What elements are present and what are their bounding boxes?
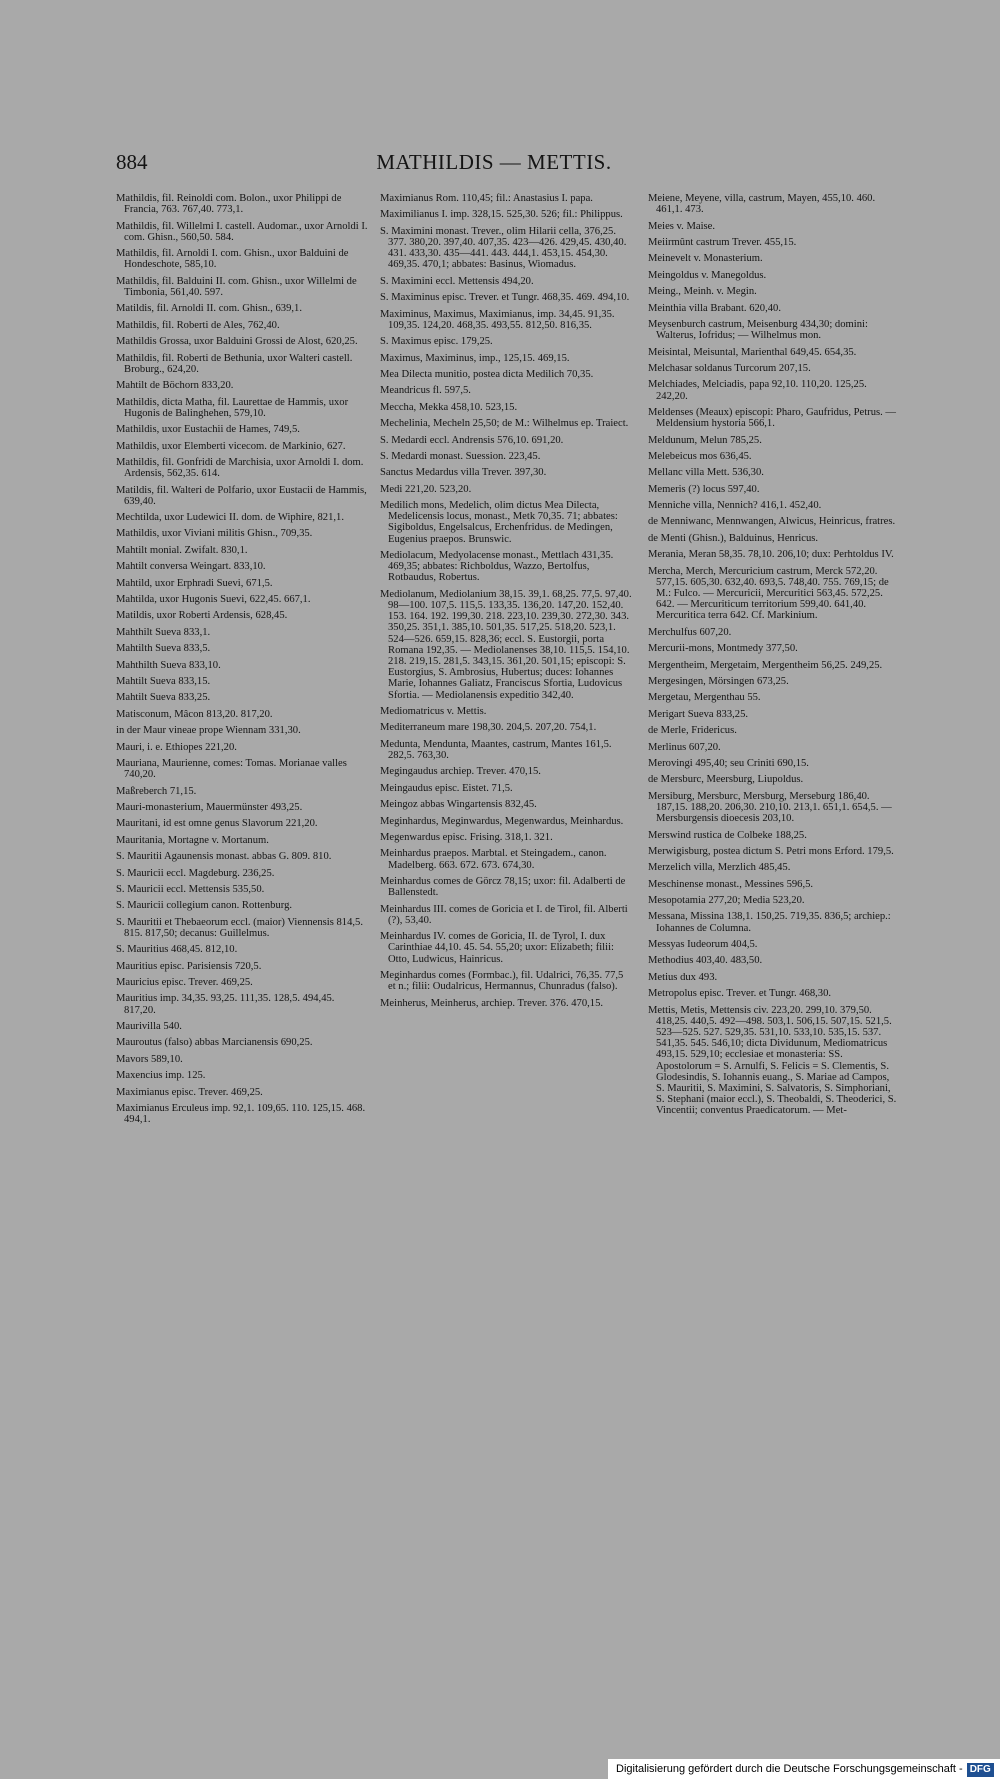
index-entry: S. Maximus episc. 179,25. <box>380 336 493 348</box>
index-entry: Matildis, fil. Walteri de Polfario, uxor Eustacii de Hammis, 639,40. <box>116 484 367 507</box>
index-entry: Mathildis, dicta Matha, fil. Laurettae de Hammis, uxor Hugonis de Balinghehen, 579,10. <box>116 396 349 419</box>
index-entry: Meschinense monast., Messines 596,5. <box>648 878 814 890</box>
index-entry: Meginhardus, Meginwardus, Megenwardus, Meinhardus. <box>380 815 624 827</box>
index-entry: Mathildis, uxor Eustachii de Hames, 749,5. <box>116 424 300 436</box>
index-entry: Matisconum, Mâcon 813,20. 817,20. <box>116 708 273 720</box>
index-entry: Mathildis Grossa, uxor Balduini Grossi de Alost, 620,25. <box>116 336 358 348</box>
index-entry: Mathildis, fil. Balduini II. com. Ghisn., uxor Willelmi de Timbonia, 561,40. 597. <box>116 275 357 298</box>
index-entry: Messana, Missina 138,1. 150,25. 719,35. 836,5; archiep.: Iohannes de Columna. <box>648 911 891 934</box>
index-entry: Mergetau, Mergenthau 55. <box>648 692 761 704</box>
index-entry: Meysenburch castrum, Meisenburg 434,30; domini: Walterus, Iofridus; — Wilhelmus mon. <box>648 318 868 342</box>
index-entry: S. Mauritii et Thebaeorum eccl. (maior) Viennensis 814,5. 815. 817,50; decanus: Guillelmus. <box>116 916 363 939</box>
index-entry: Methodius 403,40. 483,50. <box>648 955 763 967</box>
index-entry: Mea Dilecta munitio, postea dicta Medilich 70,35. <box>380 368 594 380</box>
index-entry: Meinherus, Meinherus, archiep. Trever. 376. 470,15. <box>380 997 604 1009</box>
index-entry: Maximinus, Maximus, Maximianus, imp. 34,45. 91,35. 109,35. 124,20. 468,35. 493,55. 812,50. 816,35. <box>380 308 615 331</box>
index-entry: Mathildis, fil. Gonfridi de Marchisia, uxor Arnoldi I. dom. Ardensis, 562,35. 614. <box>116 456 364 480</box>
index-entry: Mathildis, fil. Roberti de Bethunia, uxor Walteri castell. Broburg., 624,20. <box>116 352 353 375</box>
index-entry: Mauricius episc. Trever. 469,25. <box>116 977 253 989</box>
index-entry: Mahtilt conversa Weingart. 833,10. <box>116 561 266 573</box>
index-entry: Mediomatricus v. Mettis. <box>380 706 487 718</box>
index-entry: Merigart Sueva 833,25. <box>648 708 749 720</box>
dfg-logo: DFG <box>967 1763 994 1777</box>
index-entry: Merwigisburg, postea dictum S. Petri mons Erford. 179,5. <box>648 845 894 857</box>
index-entry: S. Medardi eccl. Andrensis 576,10. 691,20. <box>380 434 564 446</box>
index-entry: de Menniwanc, Mennwangen, Alwicus, Heinricus, fratres. <box>648 516 896 528</box>
index-entry: Maximianus episc. Trever. 469,25. <box>116 1086 263 1098</box>
index-entry: Mechelinia, Mecheln 25,50; de M.: Wilhelmus ep. Traiect. <box>380 418 629 430</box>
index-entry: Mellanc villa Mett. 536,30. <box>648 467 764 479</box>
index-entry: Mediterraneum mare 198,30. 204,5. 207,20. 754,1. <box>380 722 597 734</box>
index-entry: Memeris (?) locus 597,40. <box>648 483 760 495</box>
index-entry: Meiene, Meyene, villa, castrum, Mayen, 455,10. 460. 461,1. 473. <box>648 193 876 216</box>
index-entry: Mauri-monasterium, Mauermünster 493,25. <box>116 801 303 813</box>
index-entry: Merchulfus 607,20. <box>648 626 732 638</box>
page-number: 884 <box>116 150 148 174</box>
index-entry: Mergesingen, Mörsingen 673,25. <box>648 676 789 687</box>
index-entry: Mersiburg, Mersburc, Mersburg, Merseburg 186,40. 187,15. 188,20. 206,30. 210,10. 213,1. 651,1. 654,5. — Mersburgensis dioecesis 203,10. <box>648 790 892 825</box>
index-entry: Meingoz abbas Wingartensis 832,45. <box>380 799 537 811</box>
index-entry: Maßreberch 71,15. <box>116 785 197 797</box>
index-entry: Mahtilt de Böchorn 833,20. <box>116 380 234 392</box>
index-entry: Merovingi 495,40; seu Criniti 690,15. <box>648 757 809 769</box>
index-entry: S. Mauricii eccl. Mettensis 535,50. <box>116 883 265 895</box>
index-entry: Mauriana, Maurienne, comes: Tomas. Morianae valles 740,20. <box>116 757 347 781</box>
index-entry: Mahtild, uxor Erphradi Suevi, 671,5. <box>116 577 273 589</box>
index-entry: Menniche villa, Nennich? 416,1. 452,40. <box>648 500 822 512</box>
index-entry: Meldunum, Melun 785,25. <box>648 434 762 446</box>
index-entry: Mathildis, uxor Viviani militis Ghisn., 709,35. <box>116 528 313 540</box>
running-head: MATHILDIS — METTIS. <box>376 150 612 174</box>
index-entry: Mediolacum, Medyolacense monast., Mettlach 431,35. 469,35; abbates: Richboldus, Wazzo, Bertolfus, Rotbaudus, Robertus. <box>380 550 614 584</box>
index-entry: Mauritania, Mortagne v. Mortanum. <box>116 834 269 846</box>
index-entry: Mauritani, id est omne genus Slavorum 221,20. <box>116 818 318 830</box>
index-entry: Messyas Iudeorum 404,5. <box>648 939 758 951</box>
index-entry: Merania, Meran 58,35. 78,10. 206,10; dux: Perhtoldus IV. <box>648 549 894 561</box>
index-entry: de Mersburc, Meersburg, Liupoldus. <box>648 774 804 786</box>
index-entry: S. Maximini eccl. Mettensis 494,20. <box>380 275 534 287</box>
index-entry: S. Maximini monast. Trever., olim Hilarii cella, 376,25. 377. 380,20. 397,40. 407,35. 423—426. 429,45. 430,40. 431. 433,30. 435—441. 443. 444,1. 453,15. 454,30. 469,35. 470,1; abbates: Basinus, Wiomadus. <box>380 225 627 271</box>
index-entry: Megingaudus archiep. Trever. 470,15. <box>380 766 541 778</box>
index-entry: Meingaudus episc. Eistet. 71,5. <box>380 782 513 794</box>
index-entry: Meies v. Maise. <box>648 220 715 232</box>
index-entry: Meccha, Mekka 458,10. 523,15. <box>380 401 518 413</box>
index-entry: Mahtilt monial. Zwifalt. 830,1. <box>116 544 248 556</box>
index-entry: de Menti (Ghisn.), Balduinus, Henricus. <box>648 532 819 544</box>
index-entry: Melchasar soldanus Turcorum 207,15. <box>648 362 811 374</box>
credit-text: Digitalisierung gefördert durch die Deutsche Forschungsgemeinschaft - <box>616 1763 963 1775</box>
index-entry: Maximilianus I. imp. 328,15. 525,30. 526; fil.: Philippus. <box>380 209 623 221</box>
index-entry: Meandricus fl. 597,5. <box>380 385 471 397</box>
index-entry: Mathildis, fil. Arnoldi I. com. Ghisn., uxor Balduini de Hondeschote, 585,10. <box>116 248 349 271</box>
index-entry: Mathildis, fil. Reinoldi com. Bolon., uxor Philippi de Francia, 763. 767,40. 773,1. <box>116 193 342 216</box>
index-entry: Meinhardus praepos. Marbtal. et Steingadem., canon. Madelberg. 663. 672. 673. 674,30. <box>380 848 607 871</box>
digitization-credit <box>608 1759 1000 1779</box>
index-entry: Merzelich villa, Merzlich 485,45. <box>648 862 791 874</box>
index-entry: Mahtilt Sueva 833,25. <box>116 692 211 704</box>
index-entry: Meiirmûnt castrum Trever. 455,15. <box>648 236 797 248</box>
index-entry: S. Medardi monast. Suession. 223,45. <box>380 450 541 462</box>
index-entry: Mathildis, fil. Willelmi I. castell. Audomar., uxor Arnoldi I. com. Ghisn., 560,50. 584. <box>116 220 368 243</box>
index-entry: Mechtilda, uxor Ludewici II. dom. de Wiphire, 821,1. <box>116 512 344 524</box>
index-entry: de Merle, Fridericus. <box>648 725 737 737</box>
index-entry: Maximianus Erculeus imp. 92,1. 109,65. 110. 125,15. 468. 494,1. <box>116 1102 366 1126</box>
index-entry: Melebeicus mos 636,45. <box>648 450 752 462</box>
index-entry: Mahthilth Sueva 833,10. <box>116 659 221 671</box>
index-entry: Maxencius imp. 125. <box>116 1070 206 1082</box>
index-entry: Mathildis, uxor Elemberti vicecom. de Markinio, 627. <box>116 440 346 452</box>
index-entry: Meinhardus III. comes de Goricia et I. de Tirol, fil. Alberti (?), 53,40. <box>380 903 628 926</box>
index-entry: Mauritius episc. Parisiensis 720,5. <box>116 960 262 972</box>
index-entry: S. Mauritii Agaunensis monast. abbas G. 809. 810. <box>116 851 332 863</box>
index-entry: Mercurii-mons, Montmedy 377,50. <box>648 643 798 655</box>
index-entry: Meinhardus comes de Görcz 78,15; uxor: fil. Adalberti de Ballenstedt. <box>380 876 626 899</box>
index-entry: Medunta, Mendunta, Maantes, castrum, Mantes 161,5. 282,5. 763,30. <box>380 738 612 762</box>
index-entry: S. Mauritius 468,45. 812,10. <box>116 944 238 956</box>
index-entry: Mediolanum, Mediolanium 38,15. 39,1. 68,25. 77,5. 97,40. 98—100. 107,5. 115,5. 133,35. 136,20. 147,20. 152,40. 153. 164. 192. 199,30. 218. 223,10. 239,30. 272,30. 343. 350,25. 351,1. 385,10. 501,35. 517,25. 518,20. 523,1. 524—526. 659,15. 828,36; eccl. S. Eustorgii, porta Romana 192,35. — Mediolanenses 38,10. 115,5. 154,10. 218. 219,15. 281,5. 343,15. 361,20. 501,15; episcopi: S. Eustorgius, S. Ambrosius, Hubertus; duces: Iohannes Marie, Iohannes Galiatz, Franciscus Sfortia, Ludovicus Sfortia. — Mediolanensis expeditio 342,40. <box>380 588 632 701</box>
index-entry: Medilich mons, Medelich, olim dictus Mea Dilecta, Medelicensis locus, monast., Metk 70,35. 71; abbates: Sigiboldus, Engelsalcus, Erchenfridus. de Medingen, Eugenius praepos. Brunswic. <box>380 500 618 545</box>
index-entry: Mergentheim, Mergetaim, Mergentheim 56,25. 249,25. <box>648 659 883 671</box>
index-entry: Meldenses (Meaux) episcopi: Pharo, Gaufridus, Petrus. — Meldensium hystoria 566,1. <box>648 406 897 430</box>
index-column-2 <box>380 193 632 1014</box>
index-column-3 <box>648 193 900 1122</box>
index-entry: Metius dux 493. <box>648 971 718 983</box>
page-header <box>116 150 872 180</box>
index-entry: Meinhardus IV. comes de Goricia, II. de Tyrol, I. dux Carinthiae 44,10. 45. 54. 55,20; uxor: Elizabeth; filii: Otto, Ludwicus, Hainricus. <box>380 931 614 965</box>
index-entry: Mettis, Metis, Mettensis civ. 223,20. 299,10. 379,50. 418,25. 440,5. 492—498. 503,1. 506,15. 507,15. 521,5. 523—525. 527. 529,35. 531,10. 533,10. 535,15. 537. 541,35. 545. 546,10; dicta Dividunum, Mediomatricus 493,15. 529,10; ecclesiae et monasteria: SS. Apostolorum = S. Arnulfi, S. Felicis = S. Clementis, S. Glodesindis, S. Iohannis euang., S. Mariae ad Campos, S. Mauritii, S. Maximini, S. Salvatoris, S. Simphoriani, S. Stephani (maior eccl.), S. Theobaldi, S. Theoderici, S. Vincentii; conventus Praedicatorum. — Met- <box>648 1004 897 1117</box>
index-entry: in der Maur vineae prope Wiennam 331,30. <box>116 725 301 737</box>
index-entry: Mercha, Merch, Mercuricium castrum, Merck 572,20. 577,15. 605,30. 632,40. 693,5. 748,40. 755. 769,15; de M.: Fulco. — Mercuricii, Mercuritici 563,45. 572,25. 642. — Mercuriticum territorium 599,40. 641,40. Mercuritica terra 642. Cf. Markinium. <box>648 565 889 622</box>
index-entry: Merlinus 607,20. <box>648 741 721 753</box>
index-entry: Megenwardus episc. Frising. 318,1. 321. <box>380 832 553 844</box>
index-entry: Maximus, Maximinus, imp., 125,15. 469,15. <box>380 352 570 364</box>
index-entry: Mathildis, fil. Roberti de Ales, 762,40. <box>116 319 280 331</box>
index-entry: Medi 221,20. 523,20. <box>380 483 472 495</box>
index-entry: Sanctus Medardus villa Trever. 397,30. <box>380 467 547 479</box>
index-entry: S. Maximinus episc. Trever. et Tungr. 468,35. 469. 494,10. <box>380 292 630 304</box>
index-entry: Meinevelt v. Monasterium. <box>648 253 763 265</box>
index-entry: Mahtilda, uxor Hugonis Suevi, 622,45. 667,1. <box>116 594 311 606</box>
index-entry: Mahthilt Sueva 833,1. <box>116 626 211 638</box>
index-entry: Mavors 589,10. <box>116 1053 183 1065</box>
index-entry: Melchiades, Melciadis, papa 92,10. 110,20. 125,25. 242,20. <box>648 379 867 402</box>
index-entry: Maurivilla 540. <box>116 1021 182 1033</box>
index-entry: Metropolus episc. Trever. et Tungr. 468,30. <box>648 988 832 1000</box>
index-entry: Matildis, uxor Roberti Ardensis, 628,45. <box>116 610 288 622</box>
index-columns <box>116 193 896 1733</box>
index-entry: Matildis, fil. Arnoldi II. com. Ghisn., 639,1. <box>116 303 302 315</box>
index-entry: Merswind rustica de Colbeke 188,25. <box>648 829 807 841</box>
index-entry: Mauri, i. e. Ethiopes 221,20. <box>116 741 237 753</box>
index-entry: Mauroutus (falso) abbas Marcianensis 690,25. <box>116 1037 313 1049</box>
index-entry: Meginhardus comes (Formbac.), fil. Udalrici, 76,35. 77,5 et n.; filii: Oudalricus, Hermannus, Chunradus (falso). <box>380 969 624 993</box>
index-entry: Meinthia villa Brabant. 620,40. <box>648 302 781 314</box>
index-entry: Mesopotamia 277,20; Media 523,20. <box>648 895 805 907</box>
index-entry: Mauritius imp. 34,35. 93,25. 111,35. 128,5. 494,45. 817,20. <box>116 993 335 1016</box>
index-entry: Meingoldus v. Manegoldus. <box>648 269 767 281</box>
index-entry: Mahtilt Sueva 833,15. <box>116 676 211 687</box>
index-entry: Meisintal, Meisuntal, Marienthal 649,45. 654,35. <box>648 346 857 358</box>
index-entry: Mahtilth Sueva 833,5. <box>116 643 211 655</box>
index-column-1 <box>116 193 368 1131</box>
index-entry: Meing., Meinh. v. Megin. <box>648 286 757 298</box>
index-entry: S. Mauricii eccl. Magdeburg. 236,25. <box>116 867 275 879</box>
index-entry: Maximianus Rom. 110,45; fil.: Anastasius I. papa. <box>380 193 593 204</box>
index-entry: S. Mauricii collegium canon. Rottenburg. <box>116 900 293 912</box>
